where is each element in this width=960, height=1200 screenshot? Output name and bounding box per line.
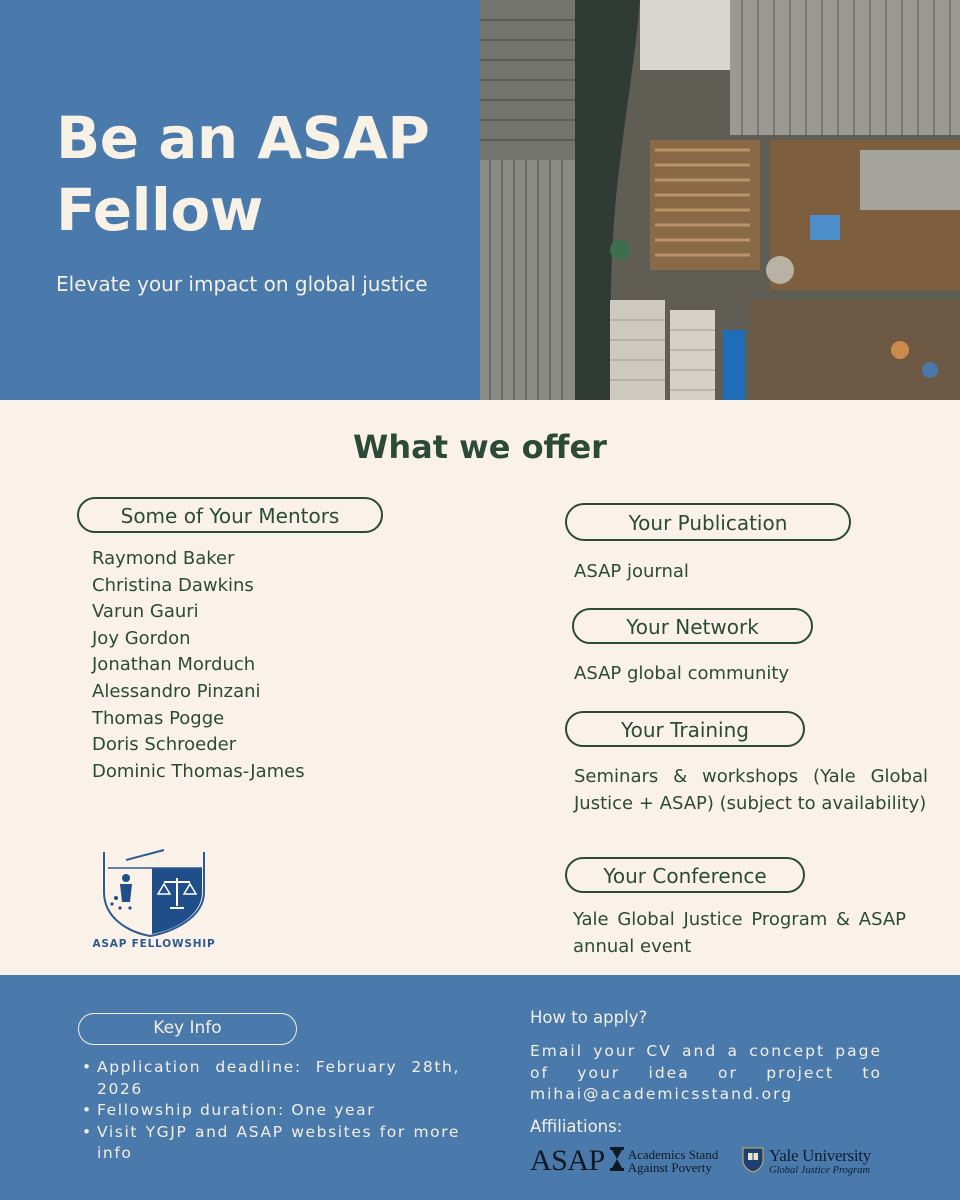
- publication-text: ASAP journal: [574, 561, 689, 582]
- list-item: Dominic Thomas-James: [92, 760, 305, 782]
- list-item: Doris Schroeder: [92, 734, 237, 756]
- apply-text: Email your CV and a concept page of your idea or project to mihai@academicsstand.org: [530, 1042, 882, 1103]
- publication-pill: Your Publication: [565, 503, 851, 541]
- mentors-pill: Some of Your Mentors: [77, 497, 383, 533]
- footer: [0, 975, 960, 1200]
- asap-wordmark: ASAP: [530, 1144, 605, 1177]
- hero-section: [0, 0, 960, 400]
- affiliations-label: Affiliations:: [530, 1117, 623, 1136]
- aerial-photo-illustration: [480, 0, 960, 400]
- network-text: ASAP global community: [574, 663, 790, 684]
- page-title: Be an ASAP Fellow: [56, 104, 430, 244]
- list-item: Thomas Pogge: [92, 707, 225, 729]
- list-item: Christina Dawkins: [92, 574, 254, 596]
- list-item: Varun Gauri: [92, 601, 199, 623]
- conference-pill: Your Conference: [565, 857, 805, 893]
- yale-logo: [742, 1145, 871, 1179]
- key-info-list: [82, 1057, 460, 1165]
- network-pill: Your Network: [572, 608, 813, 644]
- logo-caption: ASAP FELLOWSHIP: [92, 938, 216, 950]
- list-item: • Application deadline: February 28th, 2026: [82, 1057, 460, 1100]
- list-item: • Fellowship duration: One year: [82, 1100, 460, 1122]
- mentor-list: [92, 546, 305, 785]
- list-item: Joy Gordon: [92, 627, 191, 649]
- yale-program: Global Justice Program: [769, 1165, 871, 1177]
- training-pill: Your Training: [565, 711, 805, 747]
- asap-subtitle: Academics Stand Against Poverty: [627, 1147, 719, 1175]
- list-item: Jonathan Morduch: [92, 654, 256, 676]
- list-item: • Visit YGJP and ASAP websites for more info: [82, 1122, 460, 1165]
- key-info-pill: Key Info: [78, 1013, 297, 1045]
- hero-panel: [0, 0, 480, 400]
- list-item: Raymond Baker: [92, 548, 235, 569]
- aerial-photo: [480, 0, 960, 400]
- yale-shield-icon: [742, 1147, 764, 1178]
- offer-heading: What we offer: [353, 428, 607, 466]
- conference-text: Yale Global Justice Program & ASAP annual event: [573, 909, 906, 957]
- training-text: Seminars & workshops (Yale Global Justice + ASAP) (subject to availability): [574, 766, 928, 814]
- asap-logo: [530, 1143, 718, 1179]
- hourglass-icon: [610, 1147, 624, 1176]
- list-item: Alessandro Pinzani: [92, 680, 261, 702]
- apply-heading: How to apply?: [530, 1008, 648, 1027]
- hero-subtitle: Elevate your impact on global justice: [56, 272, 428, 296]
- yale-name: Yale University: [769, 1146, 871, 1166]
